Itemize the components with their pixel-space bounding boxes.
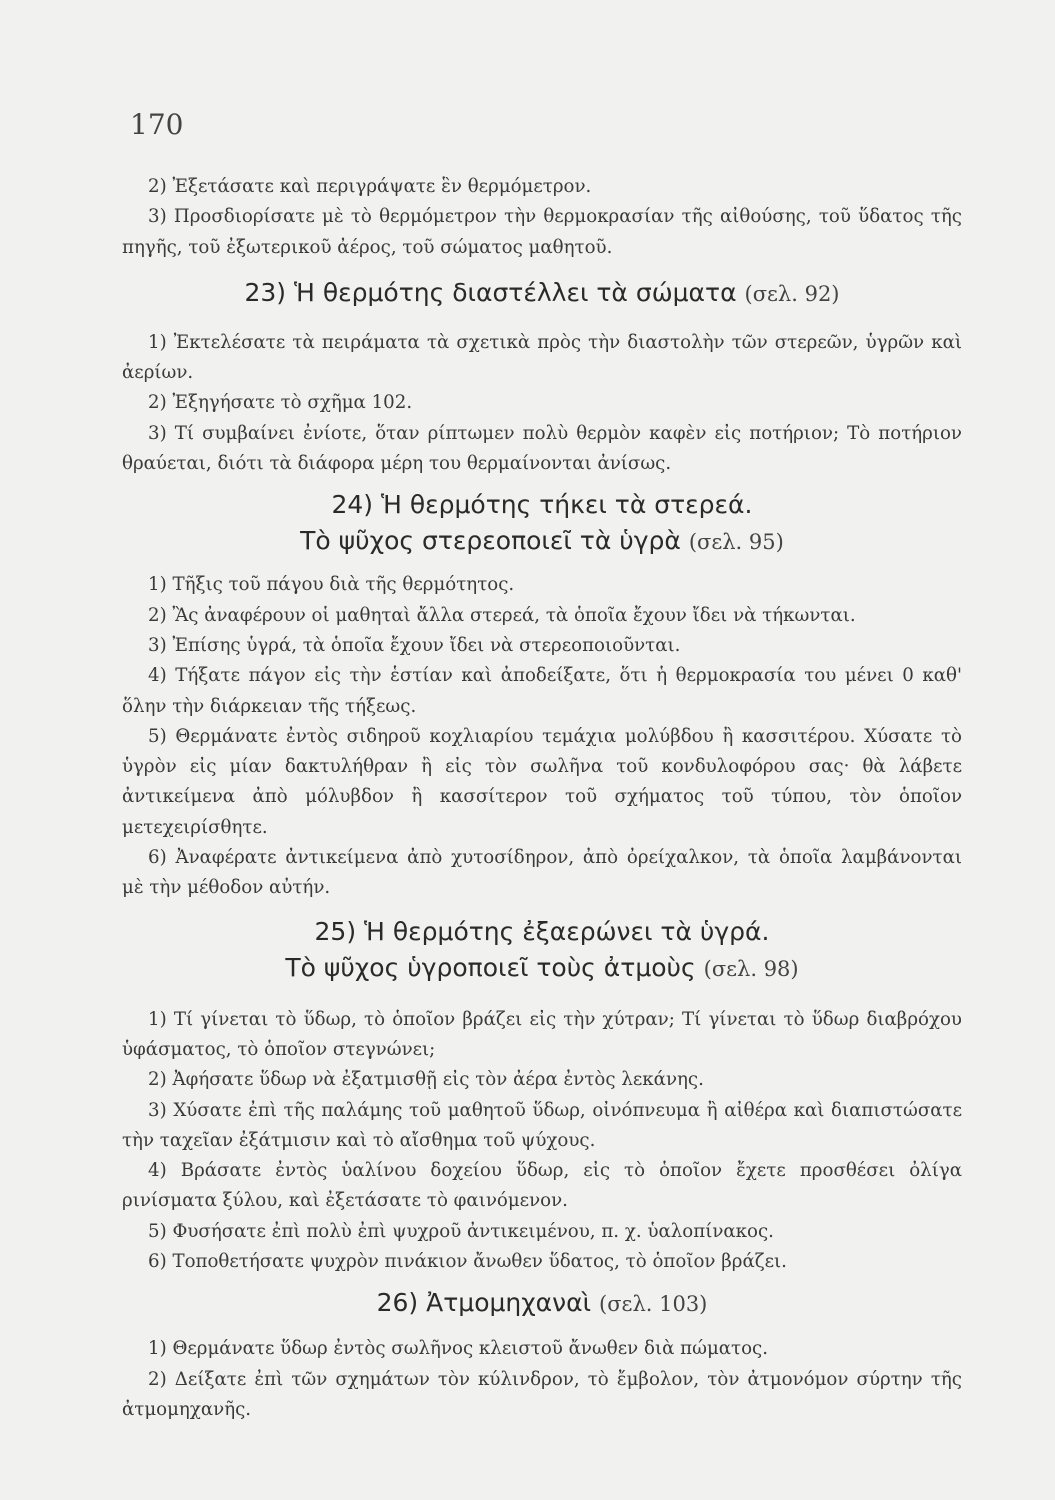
list-item: 1) Θερμάνατε ὕδωρ ἐντὸς σωλῆνος κλειστοῦ ἄνωθεν διὰ πώματος. [148, 1338, 769, 1360]
page-body [122, 172, 962, 1425]
section-23-heading [122, 275, 962, 312]
list-item: 6) Τοποθετήσατε ψυχρὸν πινάκιον ἄνωθεν ὕδατος, τὸ ὁποῖον βράζει. [148, 1251, 787, 1273]
heading-line: 24) Ἡ θερμότης τήκει τὰ στερεά. [331, 490, 753, 520]
page-number: 170 [130, 108, 184, 141]
list-item: 6) Ἀναφέρατε ἀντικείμενα ἀπὸ χυτοσίδηρον, ἀπὸ ὀρείχαλκον, τὰ ὁποῖα λαμβάνονται μὲ τὴν μέθοδον αὐτήν. [122, 847, 962, 899]
list-item: 5) Θερμάνατε ἐντὸς σιδηροῦ κοχλιαρίου τεμάχια μολύβδου ἢ κασσιτέρου. Χύσατε τὸ ὑγρὸν εἰς μίαν δακτυλήθραν ἢ εἰς τὸν σωλῆνα τοῦ κονδυλοφόρου σας· θὰ λάβετε ἀντικείμενα ἀπὸ μόλυβδον ἢ κασσίτερον τοῦ σχήματος τοῦ τύπου, τὸν ὁποῖον μετεχειρίσθητε. [122, 725, 962, 838]
list-item: 4) Βράσατε ἐντὸς ὑαλίνου δοχείου ὕδωρ, εἰς τὸ ὁποῖον ἔχετε προσθέσει ὀλίγα ρινίσματα ξύλου, καὶ ἐξετάσατε τὸ φαινόμενον. [122, 1160, 962, 1212]
list-item: 4) Τήξατε πάγον εἰς τὴν ἑστίαν καὶ ἀποδείξατε, ὅτι ἡ θερμοκρασία του μένει 0 καθ' ὅλην τὴν διάρκειαν τῆς τήξεως. [122, 665, 962, 717]
intro-item: 2) Ἐξετάσατε καὶ περιγράψατε ἓν θερμόμετρον. [148, 176, 592, 197]
heading-line: Τὸ ψῦχος ὑγροποιεῖ τοὺς ἀτμοὺς [285, 952, 696, 982]
heading-line: 26) Ἀτμομηχαναὶ [376, 1288, 592, 1318]
heading-line: 25) Ἡ θερμότης ἐξαερώνει τὰ ὑγρά. [314, 916, 770, 946]
page-reference: (σελ. 98) [703, 956, 799, 981]
section-25-heading [122, 914, 962, 987]
list-item: 3) Τί συμβαίνει ἐνίοτε, ὅταν ρίπτωμεν πολὺ θερμὸν καφὲν εἰς ποτήριον; Τὸ ποτήριον θραύεται, διότι τὰ διάφορα μέρη του θερμαίνονται ἀνίσως. [122, 422, 962, 475]
list-item: 3) Χύσατε ἐπὶ τῆς παλάμης τοῦ μαθητοῦ ὕδωρ, οἰνόπνευμα ἢ αἰθέρα καὶ διαπιστώσατε τὴν ταχεῖαν ἐξάτμισιν καὶ τὸ αἴσθημα τοῦ ψύχους. [122, 1099, 962, 1151]
list-item: 1) Ἐκτελέσατε τὰ πειράματα τὰ σχετικὰ πρὸς τὴν διαστολὴν τῶν στερεῶν, ὑγρῶν καὶ ἀερίων. [122, 331, 962, 384]
list-item: 2) Ἐξηγήσατε τὸ σχῆμα 102. [148, 392, 413, 414]
list-item: 2) Δείξατε ἐπὶ τῶν σχημάτων τὸν κύλινδρον, τὸ ἔμβολον, τὸν ἀτμονόμον σύρτην τῆς ἀτμομηχανῆς. [122, 1368, 962, 1420]
section-24-heading [122, 487, 962, 560]
page-reference: (σελ. 95) [688, 530, 784, 555]
page-reference: (σελ. 92) [744, 281, 840, 306]
heading-line: Τὸ ψῦχος στερεοποιεῖ τὰ ὑγρὰ [300, 526, 681, 556]
list-item: 1) Τί γίνεται τὸ ὕδωρ, τὸ ὁποῖον βράζει εἰς τὴν χύτραν; Τί γίνεται τὸ ὕδωρ διαβρόχου ὑφάσματος, τὸ ὁποῖον στεγνώνει; [122, 1008, 962, 1060]
list-item: 5) Φυσήσατε ἐπὶ πολὺ ἐπὶ ψυχροῦ ἀντικειμένου, π. χ. ὑαλοπίνακος. [148, 1220, 774, 1242]
list-item: 2) Ἀφήσατε ὕδωρ νὰ ἐξατμισθῇ εἰς τὸν ἀέρα ἐντὸς λεκάνης. [148, 1069, 704, 1091]
page-reference: (σελ. 103) [599, 1292, 708, 1317]
list-item: 2) Ἂς ἀναφέρουν οἱ μαθηταὶ ἄλλα στερεά, τὰ ὁποῖα ἔχουν ἴδει νὰ τήκωνται. [148, 604, 856, 626]
section-26-heading [122, 1285, 962, 1322]
list-item: 3) Ἐπίσης ὑγρά, τὰ ὁποῖα ἔχουν ἴδει νὰ στερεοποιοῦνται. [148, 634, 681, 656]
intro-item: 3) Προσδιορίσατε μὲ τὸ θερμόμετρον τὴν θερμοκρασίαν τῆς αἰθούσης, τοῦ ὕδατος τῆς πηγῆς, τοῦ ἐξωτερικοῦ ἀέρος, τοῦ σώματος μαθητοῦ. [122, 206, 962, 258]
list-item: 1) Τῆξις τοῦ πάγου διὰ τῆς θερμότητος. [148, 574, 515, 596]
heading-line: 23) Ἡ θερμότης διαστέλλει τὰ σώματα [244, 277, 737, 307]
